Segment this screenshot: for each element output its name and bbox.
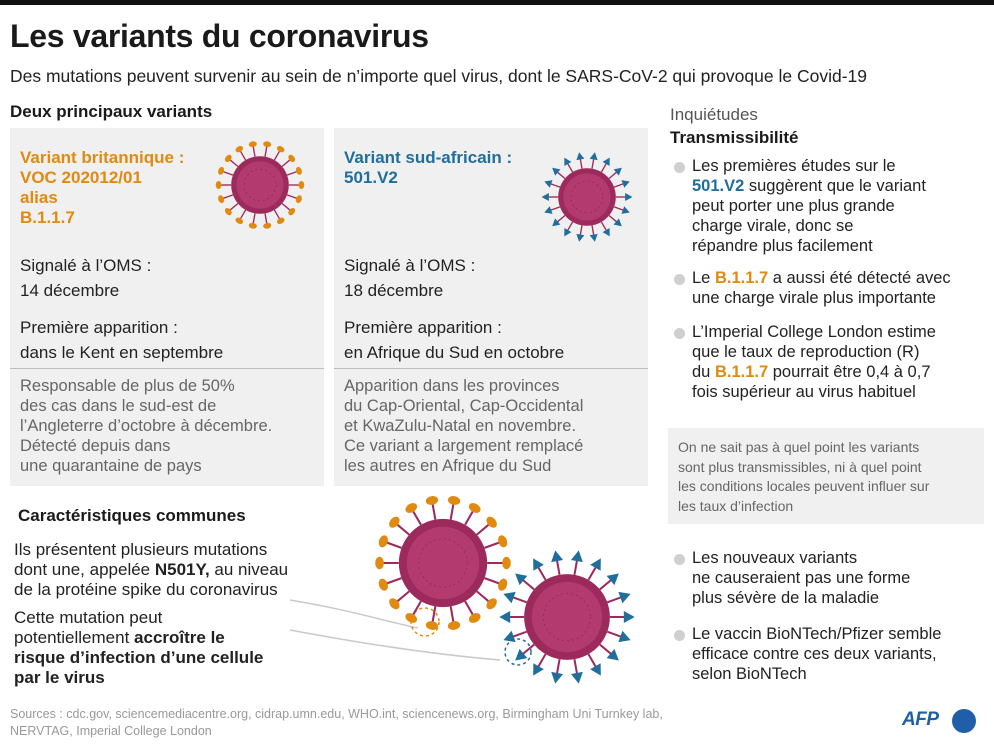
transmissibility-heading: Transmissibilité (670, 128, 799, 147)
concern-bullet-2-highlight: B.1.1.7 (714, 269, 769, 287)
variant-sa-divider (334, 368, 648, 369)
common-paragraph-2 (14, 608, 263, 688)
variant-uk-first-label: Première apparition : (20, 318, 178, 337)
virus-sa-small-icon (542, 152, 632, 242)
note-text: On ne sait pas à quel point les variants sont plus transmissibles, ni à quel point les conditions locales peuvent influer sur les taux d’infection (678, 439, 930, 514)
virus-uk-large-icon (374, 494, 512, 632)
variant-sa-reported-value: 18 décembre (344, 281, 444, 300)
variant-sa-first-value: en Afrique du Sud en octobre (344, 343, 565, 362)
bullet-dot (674, 274, 685, 285)
variant-sa-first-label: Première apparition : (344, 318, 502, 337)
variant-sa-reported-label: Signalé à l’OMS : (344, 256, 476, 275)
variant-uk-divider (10, 368, 324, 369)
section-heading-main-variants: Deux principaux variants (10, 102, 213, 121)
bullet-dot (674, 328, 685, 339)
concern-bullet-3-highlight: B.1.1.7 (714, 363, 769, 381)
common-heading: Caractéristiques communes (18, 506, 246, 525)
concern-bullet-2-text-b: a aussi été détecté avec une charge virale plus importante (692, 269, 951, 307)
concern-bullet-1-highlight: 501.V2 (692, 177, 745, 195)
common-p2-bold: accroître le risque d’infection d’une cellule par le virus (14, 628, 264, 687)
variant-uk-reported-label: Signalé à l’OMS : (20, 256, 152, 275)
concern-bullet-1-text-a: Les premières études sur le (692, 157, 896, 175)
concern-bullet-2 (692, 268, 951, 308)
concern-bullet-3-text-b: pourrait être 0,4 à 0,7 fois supérieur au virus habituel (692, 363, 931, 401)
concern-bullet-2-text-a: Le (692, 269, 715, 287)
concern-bullet-3 (692, 322, 936, 402)
afp-logo-icon (952, 709, 976, 733)
concern-bullet-5: Le vaccin BioNTech/Pfizer semble efficace contre ces deux variants, selon BioNTech (692, 625, 942, 683)
concern-bullet-3-text-a: L’Imperial College London estime que le taux de reproduction (R) du (692, 323, 936, 381)
afp-logo-text: AFP (902, 709, 939, 730)
note-box (668, 428, 984, 524)
concern-bullet-1-text-b: suggèrent que le variant peut porter une plus grande charge virale, donc se répandre plus facilement (692, 177, 926, 255)
variant-sa-description: Apparition dans les provinces du Cap-Oriental, Cap-Occidental et KwaZulu-Natal en novembre. Ce variant a largement remplacé les autres en Afrique du Sud (344, 377, 584, 475)
variant-uk-description: Responsable de plus de 50% des cas dans le sud-est de l’Angleterre d’octobre à décembre. Détecté depuis dans une quarantaine de pays (20, 377, 273, 475)
variant-sa-name: Variant sud-africain : 501.V2 (344, 148, 513, 187)
bullet-dot (674, 554, 685, 565)
common-p1-bold: N501Y, (154, 560, 210, 579)
common-paragraph-1 (14, 540, 288, 600)
page-subtitle: Des mutations peuvent survenir au sein de n’importe quel virus, dont le SARS-CoV-2 qui provoque le Covid-19 (10, 66, 867, 86)
variant-uk-first-value: dans le Kent en septembre (20, 343, 224, 362)
sources-footnote: Sources : cdc.gov, sciencemediacentre.org, cidrap.umn.edu, WHO.int, sciencenews.org, Birmingham Uni Turnkey lab, NERVTAG, Imperial College London (10, 707, 663, 738)
concern-bullet-1 (692, 156, 926, 256)
concerns-heading: Inquiétudes (670, 105, 758, 124)
page-title: Les variants du coronavirus (10, 18, 429, 54)
top-rule (0, 0, 994, 5)
variant-uk-reported-value: 14 décembre (20, 281, 120, 300)
concern-bullet-4: Les nouveaux variants ne causeraient pas une forme plus sévère de la maladie (692, 549, 911, 607)
virus-uk-small-icon (215, 140, 305, 230)
common-p1-text-b: au niveau de la protéine spike du coronavirus (14, 560, 289, 599)
bullet-dot (674, 162, 685, 173)
bullet-dot (674, 630, 685, 641)
common-p1-text-a: Ils présentent plusieurs mutations dont une, appelée (14, 540, 268, 579)
virus-sa-large-icon (500, 550, 634, 684)
variant-uk-name: Variant britannique : VOC 202012/01 alias B.1.1.7 (20, 148, 185, 227)
common-p2-text-a: Cette mutation peut potentiellement (14, 608, 163, 647)
